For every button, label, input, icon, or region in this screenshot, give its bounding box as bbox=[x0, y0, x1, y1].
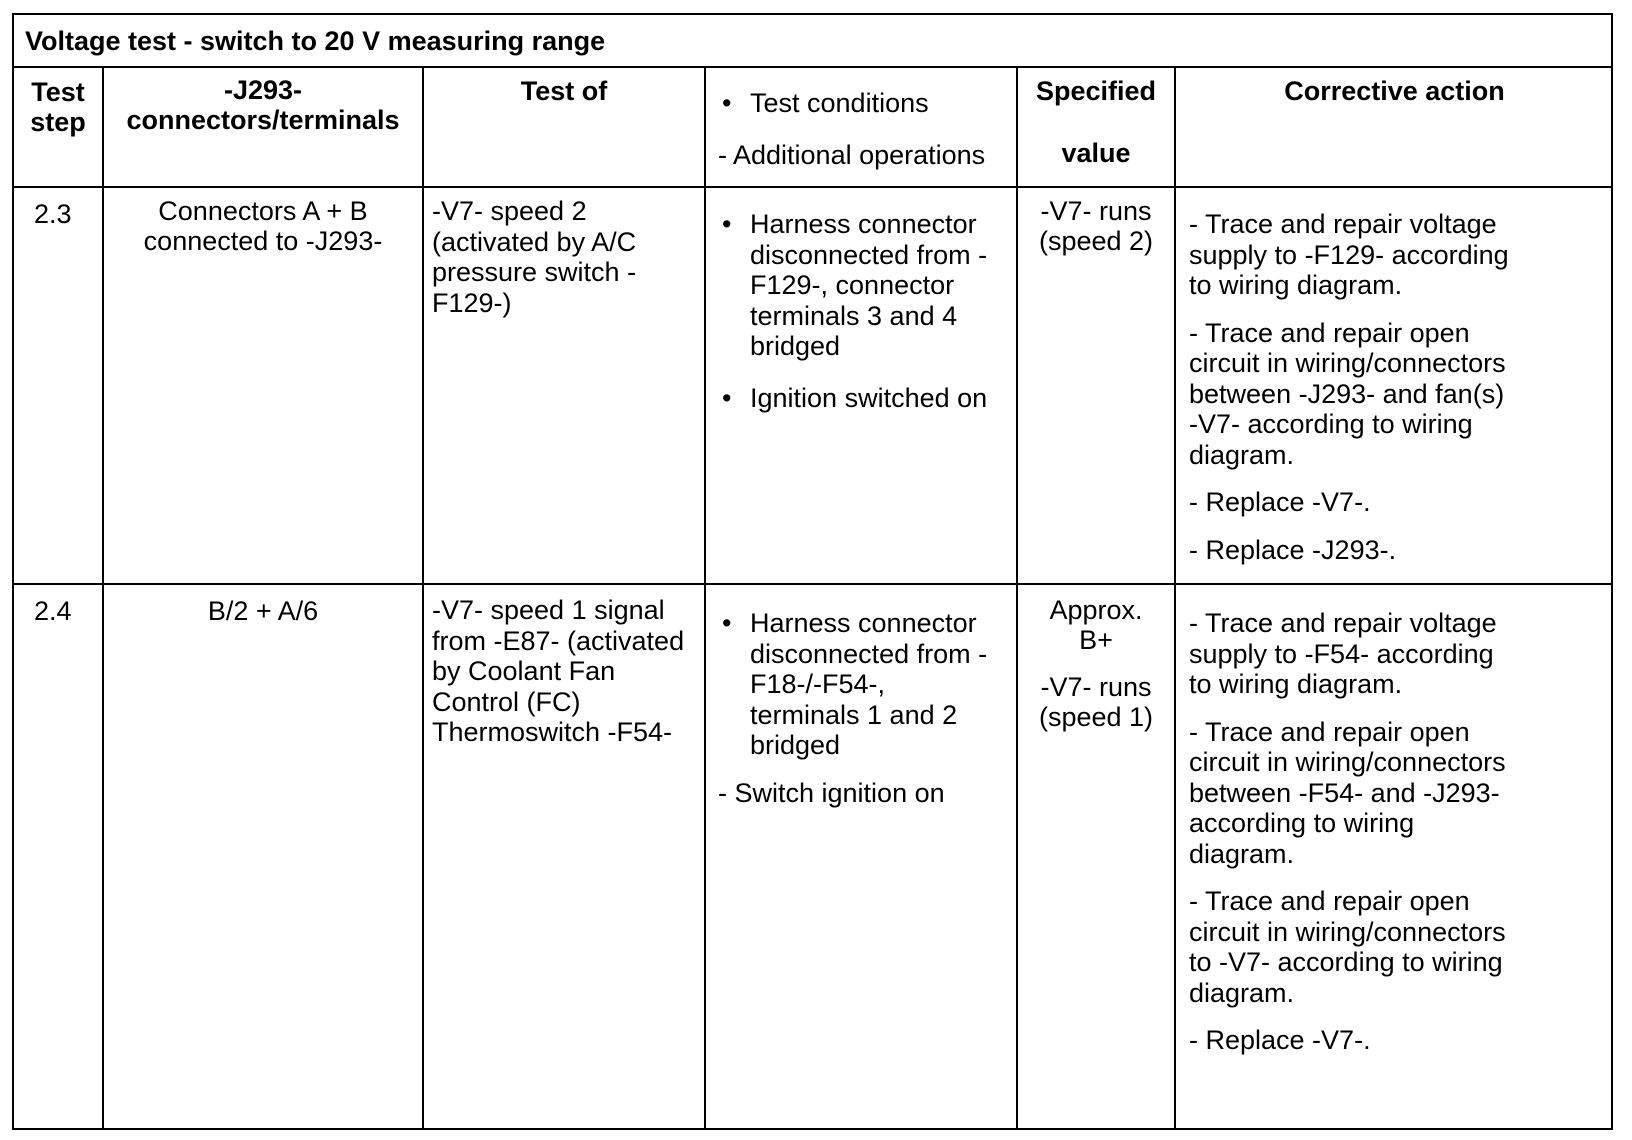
header-test-conditions bbox=[706, 87, 1016, 171]
condition-line: bridged bbox=[750, 331, 841, 361]
condition-line: Harness connector bbox=[750, 209, 977, 239]
condition-line: terminals 3 and 4 bbox=[750, 300, 958, 331]
bullet-icon: • bbox=[722, 608, 732, 638]
corrective-line: supply to -F129- according bbox=[1189, 239, 1509, 270]
corrective-item bbox=[1189, 608, 1613, 700]
row-divider bbox=[14, 186, 1611, 188]
corrective-line: circuit in wiring/connectors bbox=[1189, 348, 1506, 378]
corrective-line: - Trace and repair voltage bbox=[1189, 608, 1497, 638]
row-test-step: 2.4 bbox=[34, 596, 72, 626]
row-corrective-action bbox=[1189, 608, 1613, 1056]
corrective-item bbox=[1189, 209, 1613, 301]
condition-line: disconnected from - bbox=[750, 239, 988, 270]
header-corrective-action: Corrective action bbox=[1284, 76, 1505, 106]
row-specified-value bbox=[1018, 595, 1174, 732]
corrective-item bbox=[1189, 487, 1613, 518]
specified-line: (speed 2) bbox=[1038, 226, 1154, 256]
specified-line: (speed 1) bbox=[1038, 702, 1154, 732]
specified-line: -V7- runs bbox=[1040, 672, 1152, 702]
table-title: Voltage test - switch to 20 V measuring range bbox=[14, 15, 1611, 68]
header-specified-line: value bbox=[1061, 138, 1131, 168]
corrective-line: - Trace and repair open bbox=[1189, 317, 1470, 348]
row-connectors-line: connected to -J293- bbox=[143, 226, 383, 256]
condition-line: bridged bbox=[750, 730, 841, 760]
bullet-icon: • bbox=[722, 382, 732, 413]
corrective-line: - Trace and repair open bbox=[1189, 716, 1470, 747]
header-conditions-bullet bbox=[706, 87, 1016, 119]
condition-item bbox=[706, 383, 1016, 414]
corrective-line: between -J293- and fan(s) bbox=[1189, 378, 1505, 409]
row-test-of-line: (activated by A/C bbox=[432, 226, 637, 257]
row-test-of-line: by Coolant Fan bbox=[432, 656, 616, 686]
corrective-line: - Replace -J293-. bbox=[1189, 534, 1397, 565]
condition-line: terminals 1 and 2 bbox=[750, 699, 958, 730]
condition-line: disconnected from - bbox=[750, 638, 988, 669]
row-test-of-line: -V7- speed 1 signal bbox=[432, 595, 665, 625]
row-connectors bbox=[104, 196, 422, 256]
condition-line: F18-/-F54-, bbox=[750, 669, 886, 699]
bullet-icon: • bbox=[722, 88, 732, 118]
corrective-item bbox=[1189, 717, 1613, 870]
corrective-item bbox=[1189, 535, 1613, 566]
corrective-item bbox=[1189, 318, 1613, 471]
row-test-conditions bbox=[706, 209, 1016, 413]
row-test-of-line: Control (FC) bbox=[432, 686, 581, 717]
row-test-of-line: Thermoswitch -F54- bbox=[432, 717, 673, 747]
corrective-line: - Trace and repair voltage bbox=[1189, 209, 1497, 239]
corrective-line: to -V7- according to wiring bbox=[1189, 947, 1503, 977]
header-test-step bbox=[14, 77, 102, 137]
header-test-step-line: step bbox=[30, 107, 86, 137]
condition-line: Ignition switched on bbox=[750, 382, 988, 413]
row-connectors-line: B/2 + A/6 bbox=[207, 596, 319, 626]
header-test-step-line: Test bbox=[31, 77, 85, 107]
header-test-of: Test of bbox=[520, 76, 608, 106]
corrective-line: according to wiring bbox=[1189, 808, 1415, 838]
header-conditions-dash: - Additional operations bbox=[718, 140, 986, 170]
row-corrective-action bbox=[1189, 209, 1613, 565]
corrective-item bbox=[1189, 1025, 1613, 1056]
header-connectors bbox=[104, 75, 422, 135]
row-test-conditions bbox=[706, 608, 1016, 808]
corrective-line: between -F54- and -J293- bbox=[1189, 777, 1500, 808]
row-test-of bbox=[432, 595, 704, 748]
voltage-test-table bbox=[12, 13, 1613, 1130]
row-test-of-line: pressure switch - bbox=[432, 257, 637, 287]
row-test-of bbox=[432, 196, 704, 318]
corrective-line: - Trace and repair open bbox=[1189, 886, 1470, 916]
row-test-of-line: -V7- speed 2 bbox=[432, 196, 587, 226]
header-specified-value bbox=[1018, 75, 1174, 169]
header-connectors-line: -J293- bbox=[223, 75, 303, 105]
row-connectors-line: Connectors A + B bbox=[158, 196, 368, 226]
row-specified-value bbox=[1018, 196, 1174, 256]
row-connectors bbox=[104, 595, 422, 627]
row-test-of-line: F129-) bbox=[432, 287, 512, 318]
header-connectors-line: connectors/terminals bbox=[126, 105, 400, 135]
corrective-line: -V7- according to wiring bbox=[1189, 409, 1473, 439]
condition-item bbox=[706, 608, 1016, 761]
corrective-line: - Replace -V7-. bbox=[1189, 487, 1371, 517]
condition-line: Harness connector bbox=[750, 608, 977, 638]
column-divider bbox=[422, 68, 424, 1128]
corrective-line: diagram. bbox=[1189, 838, 1295, 869]
corrective-line: - Replace -V7-. bbox=[1189, 1025, 1371, 1055]
corrective-line: diagram. bbox=[1189, 977, 1295, 1008]
corrective-line: diagram. bbox=[1189, 439, 1295, 470]
condition-item bbox=[706, 778, 1016, 809]
bullet-icon: • bbox=[722, 209, 732, 239]
row-divider bbox=[14, 583, 1611, 585]
corrective-item bbox=[1189, 886, 1613, 1008]
condition-line: F129-, connector bbox=[750, 270, 955, 300]
header-specified-line: Specified bbox=[1035, 76, 1157, 106]
specified-line: Approx. bbox=[1049, 595, 1143, 625]
specified-line: -V7- runs bbox=[1040, 196, 1152, 226]
header-conditions-bullet-text: Test conditions bbox=[750, 88, 929, 118]
column-divider bbox=[1174, 68, 1176, 1128]
corrective-line: to wiring diagram. bbox=[1189, 270, 1403, 300]
specified-line: B+ bbox=[1079, 625, 1113, 655]
condition-item bbox=[706, 209, 1016, 362]
corrective-line: to wiring diagram. bbox=[1189, 669, 1403, 699]
corrective-line: supply to -F54- according bbox=[1189, 638, 1494, 669]
row-test-of-line: from -E87- (activated bbox=[432, 625, 685, 656]
corrective-line: circuit in wiring/connectors bbox=[1189, 747, 1506, 777]
corrective-line: circuit in wiring/connectors bbox=[1189, 916, 1506, 947]
condition-line: - Switch ignition on bbox=[718, 777, 945, 808]
row-test-step: 2.3 bbox=[34, 199, 72, 229]
